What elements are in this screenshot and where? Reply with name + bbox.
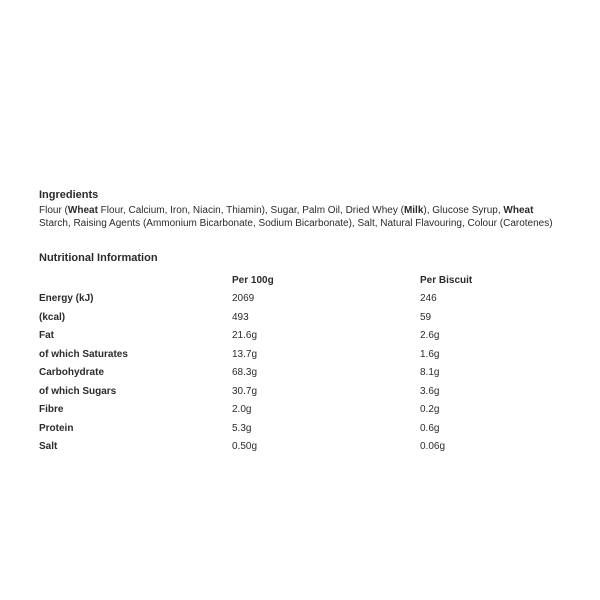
per-biscuit-value: 2.6g (420, 330, 440, 342)
per-100g-value: 5.3g (232, 422, 252, 434)
table-row (39, 419, 540, 438)
nutrient-label: (kcal) (39, 311, 66, 323)
ingredient-text: Flour ( (39, 205, 68, 216)
table-row (39, 345, 540, 364)
nutrient-label: Protein (39, 422, 74, 434)
per-100g-value: 493 (232, 311, 249, 323)
per-100g-value: 0.50g (232, 441, 258, 453)
ingredients-heading: Ingredients (39, 189, 99, 201)
per-biscuit-value: 3.6g (420, 385, 440, 397)
nutrition-rows (39, 290, 540, 457)
table-row (39, 364, 540, 383)
nutrient-label: Salt (39, 441, 58, 453)
table-row (39, 308, 540, 327)
nutrient-label: of which Sugars (39, 385, 117, 397)
per-biscuit-value: 246 (420, 293, 437, 305)
ingredients-text (39, 205, 567, 230)
per-biscuit-column-header: Per Biscuit (420, 274, 473, 286)
table-row (39, 382, 540, 401)
product-info-panel (39, 188, 569, 456)
allergen-text: Wheat (67, 205, 98, 216)
table-row (39, 290, 540, 309)
nutrient-label: Carbohydrate (39, 367, 105, 379)
per-100g-value: 2069 (232, 293, 255, 305)
per-biscuit-value: 0.6g (420, 422, 440, 434)
per-100g-value: 13.7g (232, 348, 258, 360)
table-row (39, 401, 540, 420)
nutrition-table (39, 271, 540, 456)
per-100g-column-header: Per 100g (232, 274, 274, 286)
ingredient-text: Starch, Raising Agents (Ammonium Bicarbonate, Sodium Bicarbonate), Salt, Natural Flavouring, Colour (Carotenes) (39, 217, 553, 229)
ingredient-text: Flour, Calcium, Iron, Niacin, Thiamin), Sugar, Palm Oil, Dried Whey ( (97, 205, 404, 216)
allergen-text: Milk (403, 205, 424, 216)
nutrient-label: of which Saturates (39, 348, 128, 360)
per-biscuit-value: 0.2g (420, 404, 440, 416)
per-100g-value: 21.6g (232, 330, 258, 342)
per-100g-value: 68.3g (232, 367, 258, 379)
nutrition-heading: Nutritional Information (39, 252, 158, 264)
nutrient-column-header (39, 271, 232, 290)
allergen-text: Wheat (503, 205, 534, 216)
per-100g-value: 30.7g (232, 385, 258, 397)
per-biscuit-value: 59 (420, 311, 432, 323)
nutrition-header-row (39, 271, 540, 290)
nutrient-label: Energy (kJ) (39, 293, 94, 305)
ingredient-text: ), Glucose Syrup, (423, 205, 504, 216)
per-100g-value: 2.0g (232, 404, 252, 416)
table-row (39, 327, 540, 346)
nutrient-label: Fibre (39, 404, 64, 416)
table-row (39, 438, 540, 457)
per-biscuit-value: 0.06g (420, 441, 446, 453)
per-biscuit-value: 8.1g (420, 367, 440, 379)
per-biscuit-value: 1.6g (420, 348, 440, 360)
nutrient-label: Fat (39, 330, 54, 342)
